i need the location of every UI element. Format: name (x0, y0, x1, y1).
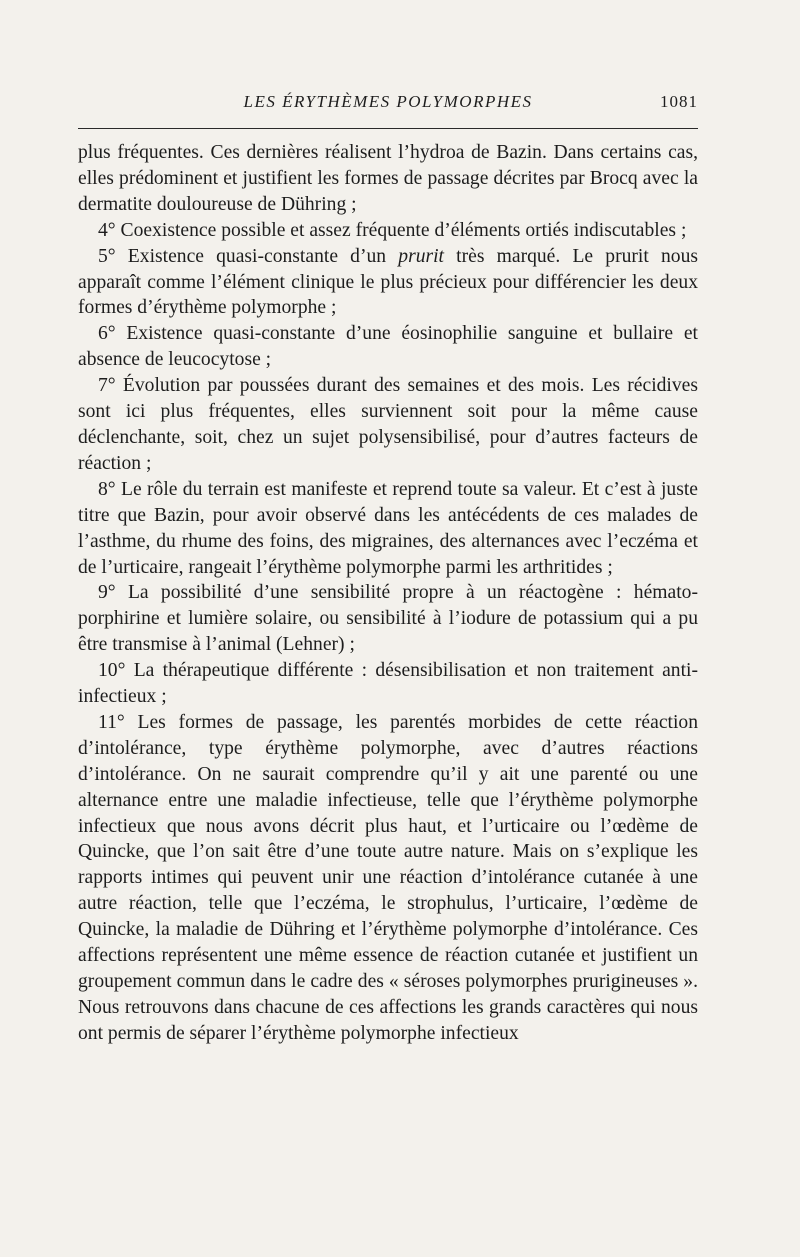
running-title: LES ÉRYTHÈMES POLYMORPHES (243, 92, 533, 111)
paragraph-item-7: 7° Évolution par poussées durant des semaines et des mois. Les récidives sont ici plus fréquentes, elles surviennent soit pour la même cause déclenchante, soit, chez un sujet polysensibilisé, pour d’autres facteurs de réaction ; (78, 375, 698, 474)
paragraph-item-6: 6° Existence quasi-constante d’une éosinophilie sanguine et bullaire et absence de leucocytose ; (78, 323, 698, 371)
header-rule (78, 128, 698, 129)
paragraph-item-5-lead: 5° Existence quasi-constante d’un (98, 245, 399, 267)
paragraph-item-8: 8° Le rôle du terrain est manifeste et reprend toute sa valeur. Et c’est à juste titre que Bazin, pour avoir observé dans les antécédents de ces malades de l’asthme, du rhume des foins, des migraines, des alternances avec l’eczéma et de l’urticaire, rangeait l’érythème polymorphe parmi les arthritides ; (78, 478, 698, 578)
page-number: 1081 (660, 92, 698, 111)
prurit-emphasis: prurit (398, 245, 444, 267)
paragraph-item-4: 4° Coexistence possible et assez fréquente d’éléments ortiés indiscutables ; (98, 219, 687, 241)
paragraph-item-10: 10° La thérapeutique différente : désensibilisation et non traitement anti-infectieux ; (78, 660, 698, 708)
paragraph-continuation: plus fréquentes. Ces dernières réalisent l’hydroa de Bazin. Dans certains cas, elles prédominent et justifient les formes de passage décrites par Brocq avec la dermatite douloureuse de Dühring ; (78, 142, 698, 215)
body-text (78, 140, 698, 1047)
paragraph-item-5-rest: très marqué. Le prurit nous apparaît comme l’élément clinique le plus précieux pour différencier les deux formes d’érythème polymorphe ; (78, 245, 698, 319)
paragraph-item-5 (78, 244, 698, 322)
running-header (78, 92, 698, 116)
paragraph-item-9: 9° La possibilité d’une sensibilité propre à un réactogène : hémato-porphirine et lumière solaire, ou sensibilité à l’iodure de potassium qui a pu être transmise à l’animal (Lehner) ; (78, 582, 698, 656)
paragraph-item-11: 11° Les formes de passage, les parentés morbides de cette réaction d’intolérance, type érythème polymorphe, avec d’autres réactions d’intolérance. On ne saurait comprendre qu’il y ait une parenté ou une alternance entre une maladie infectieuse, telle que l’érythème polymorphe infectieux que nous avons décrit plus haut, et l’urticaire ou l’œdème de Quincke, que l’on sait être d’une toute autre nature. Mais on s’explique les rapports intimes qui peuvent unir une réaction d’intolérance cutanée à une autre réaction, telle que l’eczéma, le strophulus, l’urticaire, l’œdème de Quincke, la maladie de Dühring et l’érythème polymorphe d’intolérance. Ces affections représentent une même essence de réaction cutanée et justifient un groupement commun dans le cadre des « séroses polymorphes prurigineuses ». Nous retrouvons dans chacune de ces affections les grands caractères qui nous ont permis de séparer l’érythème polymorphe infectieux (78, 711, 698, 1044)
